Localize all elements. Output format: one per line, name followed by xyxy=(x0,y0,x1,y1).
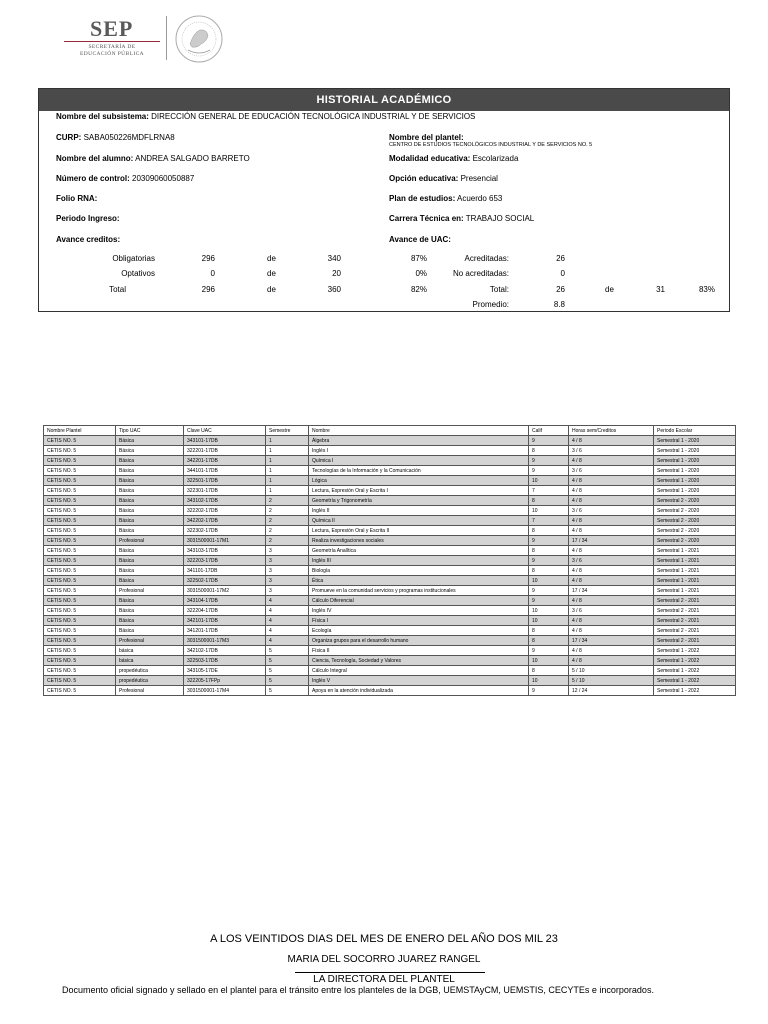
table-cell: 10 xyxy=(529,676,569,686)
table-cell: Lectura, Expresión Oral y Escrita II xyxy=(309,526,529,536)
table-cell: Semestral 2 - 2021 xyxy=(654,606,736,616)
table-row xyxy=(44,466,736,476)
table-cell: 5 xyxy=(266,666,309,676)
table-cell: 341101-17DB xyxy=(184,566,266,576)
table-cell: 7 xyxy=(529,486,569,496)
table-cell: Semestral 1 - 2022 xyxy=(654,686,736,696)
table-cell: 343101-17DB xyxy=(184,436,266,446)
table-cell: Semestral 1 - 2021 xyxy=(654,586,736,596)
grades-table xyxy=(43,425,736,696)
table-cell: 9 xyxy=(529,436,569,446)
table-cell: Álgebra xyxy=(309,436,529,446)
table-cell: CETIS NO. 5 xyxy=(44,586,116,596)
table-cell: Semestral 1 - 2021 xyxy=(654,566,736,576)
table-row xyxy=(44,496,736,506)
table-cell: Geometría y Trigonometría xyxy=(309,496,529,506)
table-cell: 3 / 6 xyxy=(569,506,654,516)
table-cell: Básica xyxy=(116,446,184,456)
table-cell: 3 xyxy=(266,576,309,586)
curp-row: CURP: SABA050226MDFLRNA8 xyxy=(56,133,175,142)
table-cell: 322202-17DB xyxy=(184,506,266,516)
column-header: Semestre xyxy=(266,426,309,436)
table-cell: CETIS NO. 5 xyxy=(44,436,116,446)
table-cell: 4 / 8 xyxy=(569,566,654,576)
table-cell: Semestral 1 - 2021 xyxy=(654,556,736,566)
table-row xyxy=(44,516,736,526)
table-cell: 341201-17DB xyxy=(184,626,266,636)
table-cell: Básica xyxy=(116,516,184,526)
table-cell: 4 / 8 xyxy=(569,476,654,486)
table-row xyxy=(44,446,736,456)
table-cell: 4 / 8 xyxy=(569,646,654,656)
column-header: Nombre xyxy=(309,426,529,436)
table-cell: 5 / 10 xyxy=(569,666,654,676)
table-cell: Semestral 1 - 2020 xyxy=(654,456,736,466)
table-cell: 342201-17DB xyxy=(184,456,266,466)
table-cell: CETIS NO. 5 xyxy=(44,446,116,456)
table-cell: básica xyxy=(116,646,184,656)
table-cell: Organiza grupos para el desarrollo humano xyxy=(309,636,529,646)
table-body xyxy=(44,436,736,696)
control-row: Número de control: 20309060050887 xyxy=(56,174,195,183)
table-cell: 8 xyxy=(529,546,569,556)
table-cell: 322203-17DB xyxy=(184,556,266,566)
periodo-row: Periodo Ingreso: xyxy=(56,214,120,223)
table-cell: Física I xyxy=(309,616,529,626)
table-cell: Cálculo Integral xyxy=(309,666,529,676)
table-cell: Semestral 1 - 2021 xyxy=(654,576,736,586)
sep-logo-text: SEP xyxy=(90,16,134,41)
table-row xyxy=(44,626,736,636)
table-cell: Tecnologías de la Información y la Comunicación xyxy=(309,466,529,476)
table-cell: 8 xyxy=(529,636,569,646)
table-cell: 9 xyxy=(529,456,569,466)
table-cell: 2 xyxy=(266,506,309,516)
table-cell: 9 xyxy=(529,646,569,656)
table-cell: Básica xyxy=(116,526,184,536)
table-cell: 343105-17DE xyxy=(184,666,266,676)
opcion-value: Presencial xyxy=(460,174,498,183)
table-cell: Geometría Analítica xyxy=(309,546,529,556)
table-cell: 17 / 34 xyxy=(569,636,654,646)
table-cell: 343103-17DB xyxy=(184,546,266,556)
table-cell: CETIS NO. 5 xyxy=(44,686,116,696)
table-cell: Básica xyxy=(116,476,184,486)
curp-value: SABA050226MDFLRNA8 xyxy=(83,133,175,142)
table-cell: 1 xyxy=(266,476,309,486)
table-cell: 4 xyxy=(266,616,309,626)
modalidad-value: Escolarizada xyxy=(472,154,519,163)
table-cell: CETIS NO. 5 xyxy=(44,656,116,666)
table-cell: 1 xyxy=(266,466,309,476)
table-cell: Inglés I xyxy=(309,446,529,456)
table-cell: 5 / 10 xyxy=(569,676,654,686)
table-cell: 9 xyxy=(529,596,569,606)
table-cell: CETIS NO. 5 xyxy=(44,676,116,686)
table-cell: Lectura, Expresión Oral y Escrita I xyxy=(309,486,529,496)
table-cell: 3 xyxy=(266,586,309,596)
table-cell: Básica xyxy=(116,546,184,556)
table-row xyxy=(44,566,736,576)
table-cell: Básica xyxy=(116,436,184,446)
table-cell: Básica xyxy=(116,496,184,506)
table-cell: Básica xyxy=(116,616,184,626)
table-cell: 4 / 8 xyxy=(569,596,654,606)
table-cell: 1 xyxy=(266,486,309,496)
table-cell: 3 xyxy=(266,566,309,576)
table-cell: 342102-17DB xyxy=(184,646,266,656)
table-cell: 322503-17DB xyxy=(184,656,266,666)
table-cell: 4 / 8 xyxy=(569,616,654,626)
table-cell: 4 / 8 xyxy=(569,436,654,446)
table-cell: CETIS NO. 5 xyxy=(44,536,116,546)
table-cell: 4 / 8 xyxy=(569,486,654,496)
table-cell: propedéutica xyxy=(116,666,184,676)
table-row xyxy=(44,546,736,556)
table-row xyxy=(44,536,736,546)
table-row xyxy=(44,596,736,606)
table-cell: 322501-17DB xyxy=(184,476,266,486)
table-cell: 12 / 24 xyxy=(569,686,654,696)
table-cell: 2 xyxy=(266,516,309,526)
table-cell: 344101-17DB xyxy=(184,466,266,476)
table-cell: 5 xyxy=(266,676,309,686)
table-cell: Profesional xyxy=(116,586,184,596)
table-cell: CETIS NO. 5 xyxy=(44,476,116,486)
table-cell: 3031500001-17M1 xyxy=(184,536,266,546)
table-cell: 3031500001-17M4 xyxy=(184,686,266,696)
table-cell: 17 / 34 xyxy=(569,586,654,596)
table-cell: Semestral 2 - 2021 xyxy=(654,636,736,646)
table-cell: CETIS NO. 5 xyxy=(44,596,116,606)
table-row xyxy=(44,636,736,646)
table-cell: Apoya en la atención individualizada xyxy=(309,686,529,696)
table-cell: CETIS NO. 5 xyxy=(44,546,116,556)
table-cell: 9 xyxy=(529,686,569,696)
table-cell: Semestral 2 - 2020 xyxy=(654,506,736,516)
table-row xyxy=(44,526,736,536)
table-cell: Semestral 1 - 2020 xyxy=(654,466,736,476)
table-cell: Inglés II xyxy=(309,506,529,516)
modalidad-row: Modalidad educativa: Escolarizada xyxy=(389,154,519,163)
table-row xyxy=(44,646,736,656)
table-cell: CETIS NO. 5 xyxy=(44,496,116,506)
table-cell: 4 xyxy=(266,596,309,606)
table-row xyxy=(44,586,736,596)
table-cell: 322301-17DB xyxy=(184,486,266,496)
opcion-row: Opción educativa: Presencial xyxy=(389,174,498,183)
table-cell: 4 / 8 xyxy=(569,626,654,636)
table-row xyxy=(44,606,736,616)
folio-row: Folio RNA: xyxy=(56,194,98,203)
table-cell: 322302-17DB xyxy=(184,526,266,536)
table-row xyxy=(44,456,736,466)
table-row xyxy=(44,486,736,496)
table-cell: 3 / 6 xyxy=(569,556,654,566)
table-cell: 10 xyxy=(529,606,569,616)
table-cell: 5 xyxy=(266,646,309,656)
table-cell: Semestral 2 - 2020 xyxy=(654,526,736,536)
alumno-value: ANDREA SALGADO BARRETO xyxy=(135,154,250,163)
table-row xyxy=(44,576,736,586)
table-cell: 343102-17DB xyxy=(184,496,266,506)
table-cell: Ciencia, Tecnología, Sociedad y Valores xyxy=(309,656,529,666)
table-cell: 4 / 8 xyxy=(569,456,654,466)
column-header: Nombre Plantel xyxy=(44,426,116,436)
table-cell: 342101-17DB xyxy=(184,616,266,626)
table-cell: CETIS NO. 5 xyxy=(44,506,116,516)
table-cell: Realiza investigaciones sociales xyxy=(309,536,529,546)
table-cell: Semestral 1 - 2022 xyxy=(654,646,736,656)
table-cell: Básica xyxy=(116,596,184,606)
table-cell: Semestral 1 - 2022 xyxy=(654,666,736,676)
table-cell: 9 xyxy=(529,556,569,566)
logo-divider xyxy=(166,16,167,60)
table-cell: Semestral 1 - 2021 xyxy=(654,546,736,556)
control-value: 20309060050887 xyxy=(132,174,195,183)
table-cell: Física II xyxy=(309,646,529,656)
table-cell: 4 / 8 xyxy=(569,496,654,506)
table-cell: Inglés IV xyxy=(309,606,529,616)
table-cell: 8 xyxy=(529,566,569,576)
table-cell: 343104-17DB xyxy=(184,596,266,606)
table-cell: 9 xyxy=(529,536,569,546)
column-header: Periodo Escolar xyxy=(654,426,736,436)
table-cell: 322201-17DB xyxy=(184,446,266,456)
table-cell: 322205-17FPp xyxy=(184,676,266,686)
table-cell: CETIS NO. 5 xyxy=(44,456,116,466)
table-cell: Lógica xyxy=(309,476,529,486)
table-cell: 1 xyxy=(266,436,309,446)
table-cell: 1 xyxy=(266,446,309,456)
avance-uac-label: Avance de UAC: xyxy=(389,235,451,244)
subsistema-row: Nombre del subsistema: DIRECCIÓN GENERAL DE EDUCACIÓN TECNOLÓGICA INDUSTRIAL Y DE SERVICIOS xyxy=(56,112,476,121)
table-row xyxy=(44,436,736,446)
table-cell: CETIS NO. 5 xyxy=(44,646,116,656)
footer-note: Documento oficial signado y sellado en el plantel para el tránsito entre los planteles de la DGB, UEMSTAyCM, UEMSTIS, CECYTEs e incorporados. xyxy=(62,985,654,995)
table-cell: 5 xyxy=(266,656,309,666)
table-cell: 3 xyxy=(266,546,309,556)
table-cell: 2 xyxy=(266,526,309,536)
subsistema-value: DIRECCIÓN GENERAL DE EDUCACIÓN TECNOLÓGICA INDUSTRIAL Y DE SERVICIOS xyxy=(151,112,476,121)
table-cell: 10 xyxy=(529,616,569,626)
table-cell: 3 / 6 xyxy=(569,466,654,476)
table-cell: 5 xyxy=(266,686,309,696)
table-cell: 4 / 8 xyxy=(569,546,654,556)
table-cell: CETIS NO. 5 xyxy=(44,606,116,616)
table-cell: 1 xyxy=(266,456,309,466)
table-cell: 322204-17DB xyxy=(184,606,266,616)
table-cell: Semestral 2 - 2020 xyxy=(654,536,736,546)
table-cell: Básica xyxy=(116,486,184,496)
table-cell: 8 xyxy=(529,666,569,676)
table-cell: Semestral 1 - 2022 xyxy=(654,676,736,686)
table-cell: Semestral 2 - 2021 xyxy=(654,596,736,606)
table-cell: 8 xyxy=(529,496,569,506)
carrera-value: TRABAJO SOCIAL xyxy=(465,214,535,223)
table-cell: Semestral 2 - 2020 xyxy=(654,516,736,526)
table-cell: 9 xyxy=(529,586,569,596)
table-cell: Básica xyxy=(116,576,184,586)
table-header-row xyxy=(44,426,736,436)
table-cell: Básica xyxy=(116,466,184,476)
sep-logo xyxy=(62,14,242,64)
table-cell: 4 / 8 xyxy=(569,656,654,666)
table-cell: Profesional xyxy=(116,636,184,646)
table-cell: Semestral 1 - 2020 xyxy=(654,476,736,486)
table-cell: 3031500001-17M2 xyxy=(184,586,266,596)
avance-creditos-label: Avance creditos: xyxy=(56,235,121,244)
table-cell: Biología xyxy=(309,566,529,576)
table-cell: Ecología xyxy=(309,626,529,636)
table-cell: CETIS NO. 5 xyxy=(44,636,116,646)
table-cell: 342202-17DB xyxy=(184,516,266,526)
table-cell: 8 xyxy=(529,626,569,636)
sep-logo-rule xyxy=(64,41,160,42)
table-cell: CETIS NO. 5 xyxy=(44,556,116,566)
table-cell: Química II xyxy=(309,516,529,526)
table-row xyxy=(44,556,736,566)
table-cell: CETIS NO. 5 xyxy=(44,526,116,536)
table-cell: Química I xyxy=(309,456,529,466)
table-row xyxy=(44,616,736,626)
table-cell: 4 / 8 xyxy=(569,516,654,526)
table-cell: 3 xyxy=(266,556,309,566)
table-cell: 2 xyxy=(266,536,309,546)
table-cell: 8 xyxy=(529,526,569,536)
date-line: A LOS VEINTIDOS DIAS DEL MES DE ENERO DEL AÑO DOS MIL 23 xyxy=(210,933,558,945)
table-cell: Básica xyxy=(116,506,184,516)
table-cell: 3 / 6 xyxy=(569,446,654,456)
table-cell: 10 xyxy=(529,506,569,516)
table-cell: Cálculo Diferencial xyxy=(309,596,529,606)
table-cell: 17 / 34 xyxy=(569,536,654,546)
table-cell: 7 xyxy=(529,516,569,526)
table-cell: Profesional xyxy=(116,536,184,546)
panel-title: HISTORIAL ACADÉMICO xyxy=(39,89,729,111)
signer-name: MARIA DEL SOCORRO JUAREZ RANGEL xyxy=(287,954,481,965)
table-cell: 4 xyxy=(266,606,309,616)
table-cell: 10 xyxy=(529,476,569,486)
table-cell: 4 / 8 xyxy=(569,576,654,586)
column-header: Tipo UAC xyxy=(116,426,184,436)
table-cell: Ética xyxy=(309,576,529,586)
table-cell: Básica xyxy=(116,556,184,566)
alumno-row: Nombre del alumno: ANDREA SALGADO BARRETO xyxy=(56,154,250,163)
table-cell: 3031500001-17M3 xyxy=(184,636,266,646)
table-cell: 9 xyxy=(529,466,569,476)
table-row xyxy=(44,656,736,666)
table-cell: Semestral 2 - 2021 xyxy=(654,616,736,626)
signer-title: LA DIRECTORA DEL PLANTEL xyxy=(313,974,455,985)
table-cell: 10 xyxy=(529,576,569,586)
table-cell: CETIS NO. 5 xyxy=(44,666,116,676)
plantel-label: Nombre del plantel: xyxy=(389,133,464,142)
table-cell: Básica xyxy=(116,606,184,616)
table-cell: 3 / 6 xyxy=(569,606,654,616)
carrera-row: Carrera Técnica en: TRABAJO SOCIAL xyxy=(389,214,535,223)
table-cell: Básica xyxy=(116,566,184,576)
table-cell: CETIS NO. 5 xyxy=(44,626,116,636)
table-cell: Semestral 2 - 2020 xyxy=(654,496,736,506)
table-cell: 322502-17DB xyxy=(184,576,266,586)
table-cell: Semestral 1 - 2022 xyxy=(654,656,736,666)
table-row xyxy=(44,676,736,686)
table-cell: 2 xyxy=(266,496,309,506)
table-cell: Básica xyxy=(116,456,184,466)
plan-row: Plan de estudios: Acuerdo 653 xyxy=(389,194,503,203)
table-cell: Semestral 1 - 2020 xyxy=(654,446,736,456)
table-cell: Semestral 1 - 2020 xyxy=(654,486,736,496)
table-row xyxy=(44,666,736,676)
table-cell: Promueve en la comunidad servicios y programas institucionales xyxy=(309,586,529,596)
table-cell: propedéutica xyxy=(116,676,184,686)
table-cell: Inglés V xyxy=(309,676,529,686)
table-cell: Profesional xyxy=(116,686,184,696)
table-row xyxy=(44,686,736,696)
table-cell: básica xyxy=(116,656,184,666)
table-cell: 4 xyxy=(266,626,309,636)
table-cell: Semestral 1 - 2020 xyxy=(654,436,736,446)
sep-logo-subtitle: SECRETARÍA DE EDUCACIÓN PÚBLICA xyxy=(79,44,145,57)
table-cell: CETIS NO. 5 xyxy=(44,486,116,496)
column-header: Clave UAC xyxy=(184,426,266,436)
column-header: Calif xyxy=(529,426,569,436)
historial-panel: HISTORIAL ACADÉMICO Nombre del subsistema: DIRECCIÓN GENERAL DE EDUCACIÓN TECNOLÓGICA INDUSTRIAL Y DE SERVICIOS CURP: SABA050226MDFLRNA8 Nombre del plantel: CENTRO DE ESTUDIOS TECNOLÓGICOS INDUSTRIAL Y DE SERVICIOS NO. 5 Nombre del alumno: ANDREA SALGADO BARRETO Modalidad educativa: Escolarizada Número de control: 20309060050887 Opción educativa: Presencial Folio RNA: Plan de estudios: Acuerdo 653 Periodo Ingreso: Carrera Técnica en: TRABAJO SOCIAL Avance creditos: Avance de UAC: Obligatorias 296 de 340 87% Acreditadas: 26 Optativos 0 de 20 0% No acreditadas: 0 Total 296 de 360 82% Total: 26 de 31 83% Promedio: 8.8 xyxy=(38,88,730,312)
table-row xyxy=(44,476,736,486)
plan-value: Acuerdo 653 xyxy=(457,194,503,203)
table-cell: Semestral 2 - 2021 xyxy=(654,626,736,636)
table-cell: 8 xyxy=(529,446,569,456)
table-cell: CETIS NO. 5 xyxy=(44,566,116,576)
table-cell: 4 / 8 xyxy=(569,526,654,536)
table-cell: Inglés III xyxy=(309,556,529,566)
table-cell: 4 xyxy=(266,636,309,646)
table-cell: CETIS NO. 5 xyxy=(44,516,116,526)
table-cell: CETIS NO. 5 xyxy=(44,576,116,586)
national-seal-icon xyxy=(174,14,224,64)
table-cell: Básica xyxy=(116,626,184,636)
table-cell: 10 xyxy=(529,656,569,666)
table-cell: CETIS NO. 5 xyxy=(44,466,116,476)
plantel-value: CENTRO DE ESTUDIOS TECNOLÓGICOS INDUSTRIAL Y DE SERVICIOS NO. 5 xyxy=(389,142,593,148)
table-row xyxy=(44,506,736,516)
column-header: Horas sem/Creditos xyxy=(569,426,654,436)
table-cell: CETIS NO. 5 xyxy=(44,616,116,626)
signature-line xyxy=(295,972,485,973)
